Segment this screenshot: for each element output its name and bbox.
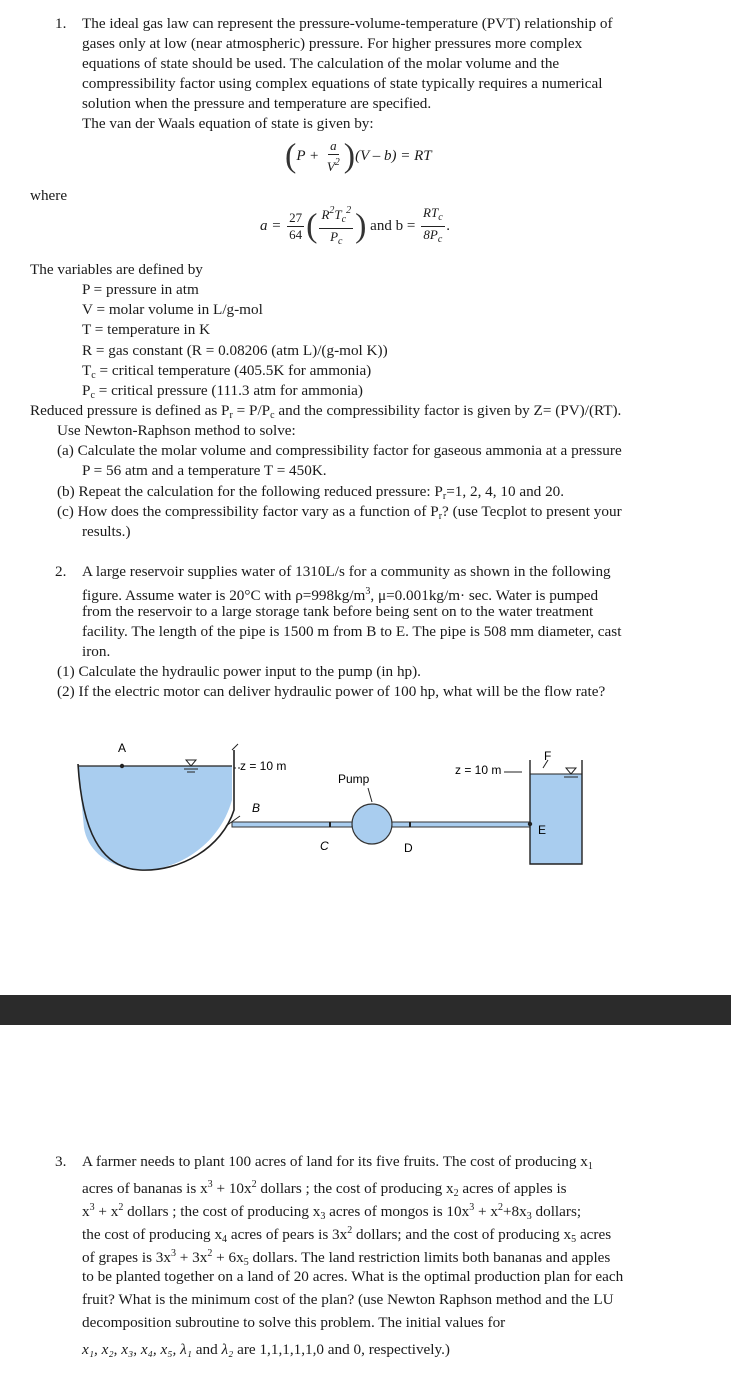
c-sub: c: [270, 410, 275, 421]
eight-p: 8P: [423, 227, 438, 242]
ground-hatch: [232, 744, 238, 750]
sup-3: 3: [207, 1179, 213, 1190]
reservoir-water: [78, 766, 232, 870]
sub-1: 1: [587, 1161, 593, 1172]
intro-line: solution when the pressure and temperature are specified.: [82, 95, 432, 112]
variable-def: P = pressure in atm: [82, 281, 199, 298]
r-sub: r: [438, 511, 443, 522]
l4-d: acres: [576, 1226, 612, 1243]
reduced-c: and the compressibility factor is given by Z= (PV)/(RT).: [274, 402, 622, 419]
pc-pre: P: [82, 382, 91, 399]
problem-2-line: from the reservoir to a large storage tank before being sent on to the water treatment: [82, 603, 594, 620]
label-pump: Pump: [338, 772, 370, 786]
problem-3-line: fruit? What is the minimum cost of the plan? (use Newton Raphson method and the LU: [82, 1291, 614, 1308]
sup-2: 2: [497, 1202, 503, 1213]
l9-rest: are 1,1,1,1,1,0 and 0, respectively.): [233, 1341, 450, 1358]
eq-two: 2: [334, 157, 340, 168]
c64: 64: [289, 227, 303, 242]
c-sub: c: [338, 236, 343, 247]
sup-2: 2: [251, 1179, 257, 1190]
label-f: F: [544, 749, 552, 763]
frac-r2tc2-pc: $\frac{R^2T_c^2}{P_c}$: [321, 205, 352, 247]
reduced-a: Reduced pressure is defined as P: [30, 402, 230, 419]
intro-line: The ideal gas law can represent the pressure-volume-temperature (PVT) relationship of: [82, 15, 613, 32]
reduced-b: = P/P: [232, 402, 271, 419]
l2-c: dollars ; the cost of producing x: [256, 1180, 454, 1197]
problem-3-line: to be planted together on a land of 20 acres. What is the optimal production plan for each: [82, 1268, 624, 1285]
variable-def: T = temperature in K: [82, 321, 211, 338]
pc-text: = critical pressure (111.3 atm for ammonia): [94, 382, 363, 399]
eq-p: P +: [296, 147, 320, 164]
sup-2: 2: [207, 1248, 213, 1259]
elevation-right: z = 10 m: [455, 763, 502, 777]
elevation-left: z = 10 m: [240, 759, 287, 773]
sup-2: 2: [347, 1225, 353, 1236]
tc-text: = critical temperature (405.5K for ammonia): [95, 362, 372, 379]
variables-heading: The variables are defined by: [30, 261, 203, 278]
tank-water: [530, 774, 582, 864]
sup-3: 3: [89, 1202, 95, 1213]
r-sub: r: [229, 410, 233, 421]
pipe-bc: [232, 822, 352, 827]
c-sub: c: [341, 214, 347, 225]
frac-rtc-8pc: [421, 205, 445, 248]
label-e: E: [538, 823, 547, 837]
line2-a: figure. Assume water is 20°C with ρ=998kg/m: [82, 587, 366, 604]
l9-lambda2: λ₂: [221, 1341, 234, 1358]
line2-sup: 3: [365, 586, 371, 597]
c-sub: c: [438, 212, 443, 223]
problem-2-number: 2.: [55, 563, 67, 580]
l4-c: dollars; and the cost of producing x: [352, 1226, 572, 1243]
variable-def: R = gas constant (R = 0.08206 (atm L)/(g-mol K)): [82, 342, 388, 359]
intro-line: equations of state should be used. The calculation of the molar volume and the: [82, 55, 560, 72]
reservoir-pump-diagram: [0, 730, 731, 880]
pump-casing: [352, 804, 392, 844]
frac-27-64: [287, 210, 304, 243]
pc-den: P: [330, 229, 339, 244]
l3-f: +8x: [502, 1203, 527, 1220]
pipe-de: [392, 822, 532, 827]
l9-vars: x₁, x₂, x₃, x₄, x₅, λ₁: [82, 1341, 192, 1358]
a-over-v2: [325, 138, 342, 175]
c27: 27: [289, 210, 303, 225]
rt: RT: [423, 205, 439, 220]
sup-3: 3: [171, 1248, 176, 1259]
newton-instruction: Use Newton-Raphson method to solve:: [57, 422, 296, 439]
l3-g: dollars;: [531, 1203, 582, 1220]
a-b-definition: a = $\frac{27}{64}$ ( $\frac{R^2T_c^2}{P_c}$ ) and b = $\frac{RT_c}{8P_c}$ .: [260, 203, 450, 250]
sub-3: 3: [526, 1211, 532, 1222]
period: .: [446, 217, 451, 234]
van-der-waals-equation: (P + $\frac{a}{V^2}$ )(V – b) = RT: [285, 137, 432, 175]
problem-3-line: [82, 1152, 593, 1177]
problem-2-line: A large reservoir supplies water of 1310L/s for a community as shown in the following: [82, 563, 611, 580]
line2-b: , μ=0.001kg/m· sec. Water is pumped: [370, 587, 599, 604]
question-2: (2) If the electric motor can deliver hydraulic power of 100 hp, what will be the flow rate?: [57, 683, 606, 700]
part-b-pre: (b) Repeat the calculation for the following reduced pressure: P: [57, 483, 443, 500]
intro-line: gases only at low (near atmospheric) pressure. For higher pressures more complex: [82, 35, 583, 52]
part-c-line: [57, 502, 622, 527]
l3-d: acres of mongos is 10x: [325, 1203, 470, 1220]
l2-d: acres of apples is: [458, 1180, 567, 1197]
part-c-line: results.): [82, 523, 131, 540]
l9-and: and: [191, 1341, 222, 1358]
point-a-marker: [120, 764, 124, 768]
label-b: B: [252, 801, 261, 815]
eq-v: V: [326, 159, 335, 174]
problem-1-number: 1.: [55, 15, 67, 32]
l4-b: acres of pears is 3x: [227, 1226, 348, 1243]
label-a: A: [118, 741, 127, 755]
part-c-post: ? (use Tecplot to present your: [442, 503, 622, 520]
l3-e: + x: [474, 1203, 498, 1220]
l3-a: x: [82, 1203, 90, 1220]
dark-separator-band: [0, 995, 731, 1025]
sub-3: 3: [320, 1211, 326, 1222]
two: 2: [329, 205, 335, 216]
l3-b: + x: [94, 1203, 119, 1220]
r: R: [321, 207, 330, 222]
l1-a: A farmer needs to plant 100 acres of land for its five fruits. The cost of producing x: [82, 1153, 588, 1170]
part-b-post: =1, 2, 4, 10 and 20.: [446, 483, 565, 500]
c-sub: c: [90, 390, 95, 401]
r-sub: r: [442, 491, 447, 502]
point-e-marker: [528, 822, 532, 826]
sub-2: 2: [453, 1188, 459, 1199]
label-c: C: [320, 839, 329, 853]
pointer-pump: [368, 788, 372, 802]
intro-line: compressibility factor using complex equations of state typically requires a numerical: [82, 75, 603, 92]
c-sub: c: [437, 234, 443, 245]
two: 2: [346, 205, 352, 216]
eq-rest: (V – b) = RT: [355, 147, 432, 164]
sub-4: 4: [222, 1234, 228, 1245]
c-sub: c: [91, 370, 96, 381]
l5-a: of grapes is 3x: [82, 1249, 171, 1266]
l5-b: + 3x: [176, 1249, 208, 1266]
a-eq: a =: [260, 217, 282, 234]
part-a-line: P = 56 atm and a temperature T = 450K.: [82, 462, 327, 479]
l2-a: acres of bananas is x: [82, 1180, 208, 1197]
intro-line: The van der Waals equation of state is given by:: [82, 115, 374, 132]
l4-a: the cost of producing x: [82, 1226, 223, 1243]
problem-2-line: iron.: [82, 643, 111, 660]
l5-c: + 6x: [212, 1249, 244, 1266]
sup-2: 2: [118, 1202, 124, 1213]
part-c-pre: (c) How does the compressibility factor vary as a function of P: [57, 503, 439, 520]
part-a-line: (a) Calculate the molar volume and compressibility factor for gaseous ammonia at a pressure: [57, 442, 622, 459]
l5-d: dollars. The land restriction limits both bananas and apples: [248, 1249, 611, 1266]
problem-3-number: 3.: [55, 1153, 67, 1170]
l2-b: + 10x: [212, 1180, 252, 1197]
variable-def: V = molar volume in L/g-mol: [82, 301, 263, 318]
sub-5: 5: [571, 1234, 577, 1245]
eq-a: a: [330, 138, 337, 153]
label-d: D: [404, 841, 413, 855]
problem-3-line: decomposition subroutine to solve this problem. The initial values for: [82, 1314, 506, 1331]
problem-2-line: facility. The length of the pipe is 1500 m from B to E. The pipe is 508 mm diameter, cast: [82, 623, 622, 640]
problem-3-line: [82, 1340, 450, 1360]
question-1: (1) Calculate the hydraulic power input to the pump (in hp).: [57, 663, 421, 680]
sup-3: 3: [469, 1202, 475, 1213]
and-b: and b =: [370, 217, 416, 234]
tc-pre: T: [82, 362, 92, 379]
sub-5: 5: [243, 1257, 249, 1268]
l3-c: dollars ; the cost of producing x: [123, 1203, 321, 1220]
where-label: where: [30, 187, 68, 204]
